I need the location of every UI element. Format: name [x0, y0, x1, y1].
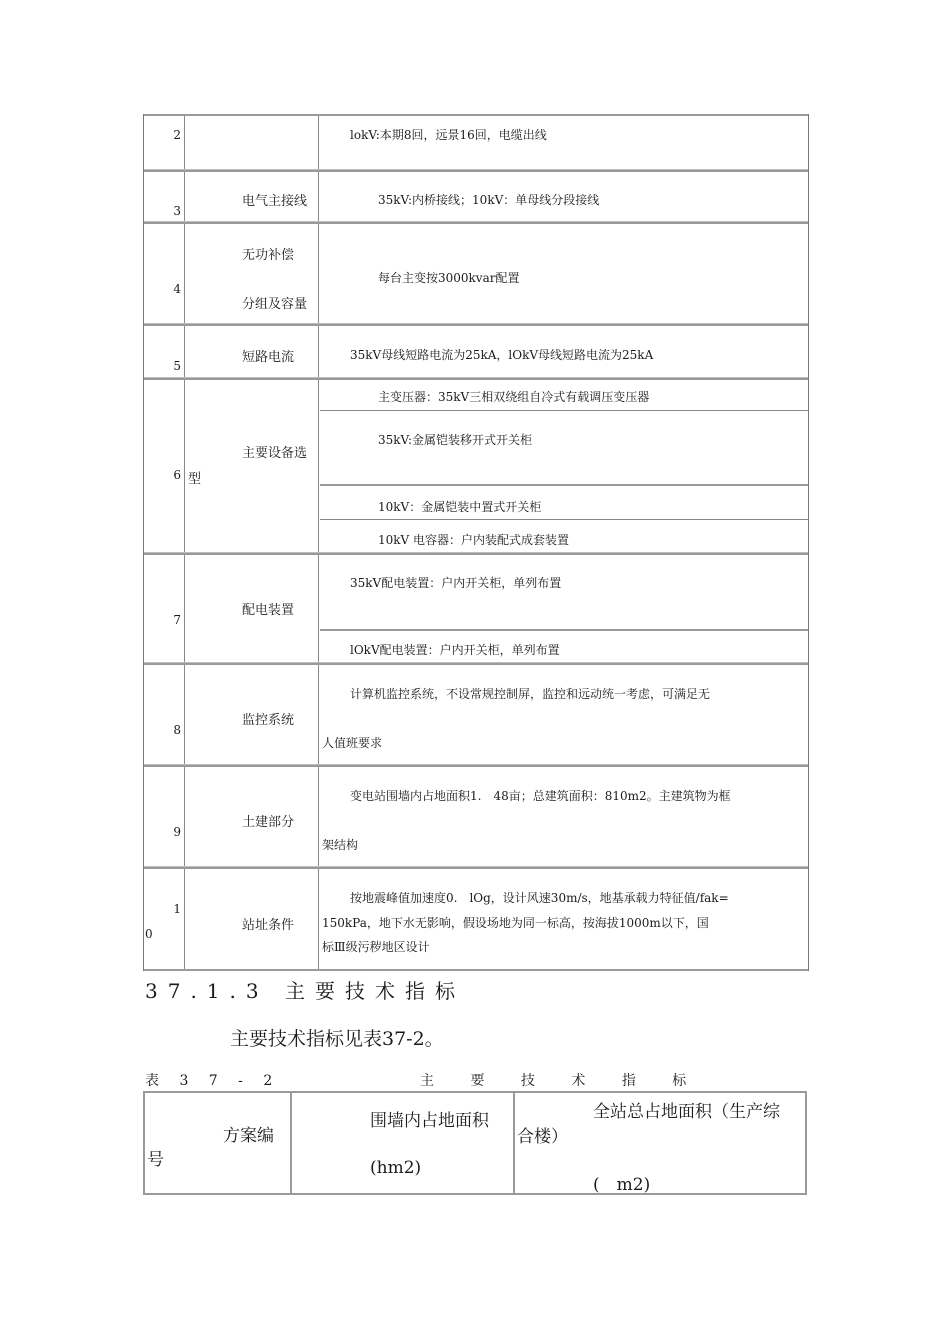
row-content: 10kV 电容器：户内装配式成套装置	[378, 533, 570, 547]
header-cell: 方案编	[223, 1126, 274, 1146]
row-content: 主变压器：35kV三相双绕组自冷式有载调压变压器	[378, 390, 650, 404]
row-content: 计算机监控系统，不设常规控制屏，监控和远动统一考虑，可满足无	[350, 687, 711, 701]
row-content: 10kV：金属铠装中置式开关柜	[378, 500, 542, 514]
header-cell: 号	[147, 1150, 164, 1170]
row-number: 2	[173, 128, 181, 142]
row-label-tail: 型	[188, 472, 202, 487]
table-row	[144, 553, 808, 663]
row-number: 3	[173, 204, 181, 218]
row-label: 监控系统	[242, 713, 295, 728]
table-caption: 主 要 技 术 指 标	[420, 1073, 703, 1089]
header-cell: 全站总占地面积（生产综	[593, 1102, 780, 1122]
technical-indicators-table	[143, 1091, 807, 1195]
row-label: 无功补偿	[242, 248, 295, 263]
header-cell: 围墙内占地面积	[370, 1111, 489, 1131]
row-number: 0	[145, 927, 153, 941]
row-number: 1	[173, 902, 181, 916]
table-row	[144, 663, 808, 765]
table-row	[144, 324, 808, 378]
row-number: 9	[173, 825, 181, 839]
row-content: lokV:本期8回，远景16回，电缆出线	[350, 128, 547, 142]
table-row	[144, 114, 808, 170]
row-number: 6	[173, 468, 181, 482]
table-row	[144, 867, 808, 971]
row-number: 4	[173, 282, 181, 296]
row-label: 电气主接线	[242, 194, 308, 209]
row-number: 8	[173, 723, 181, 737]
row-label: 站址条件	[242, 918, 295, 933]
row-content: 人值班要求	[322, 736, 383, 750]
table-number: 表 3 7 - 2	[145, 1073, 281, 1089]
row-number: 5	[173, 359, 181, 373]
header-cell: ( m2)	[593, 1175, 651, 1195]
row-content: 35kV配电装置：户内开关柜，单列布置	[350, 576, 562, 590]
technical-scheme-table	[143, 114, 809, 971]
row-content: 按地震峰值加速度0. lOg，设计风速30m/s，地基承载力特征值/fak=	[350, 891, 729, 905]
row-content: 35kV:内桥接线；10kV：单母线分段接线	[378, 193, 600, 207]
row-content: 35kV母线短路电流为25kA，lOkV母线短路电流为25kA	[350, 348, 654, 362]
body-paragraph: 主要技术指标见表37-2。	[230, 1028, 444, 1050]
row-content: 每台主变按3000kvar配置	[378, 271, 520, 285]
table-row	[144, 170, 808, 222]
row-label: 主要设备选	[242, 446, 308, 461]
row-label: 土建部分	[242, 815, 295, 830]
section-heading: 37.1.3 主要技术指标	[145, 979, 465, 1003]
row-content: lOkV配电装置：户内开关柜，单列布置	[350, 643, 560, 657]
table-row	[144, 765, 808, 867]
row-number: 7	[173, 613, 181, 627]
row-label: 短路电流	[242, 350, 295, 365]
row-content: 150kPa，地下水无影响，假设场地为同一标高，按海拔1000m以下，国	[322, 916, 709, 930]
row-content: 标Ⅲ级污秽地区设计	[322, 940, 430, 954]
row-content: 变电站围墙内占地面积1. 48亩；总建筑面积：810m2。主建筑物为框	[350, 789, 731, 803]
header-cell: 合楼）	[517, 1127, 568, 1147]
row-content: 架结构	[322, 838, 359, 852]
row-label: 分组及容量	[242, 297, 308, 312]
header-cell: (hm2)	[370, 1158, 422, 1178]
row-label: 配电装置	[242, 603, 295, 618]
table-row	[144, 222, 808, 324]
table-row	[144, 378, 808, 553]
row-content: 35kV:金属铠装移开式开关柜	[378, 433, 533, 447]
